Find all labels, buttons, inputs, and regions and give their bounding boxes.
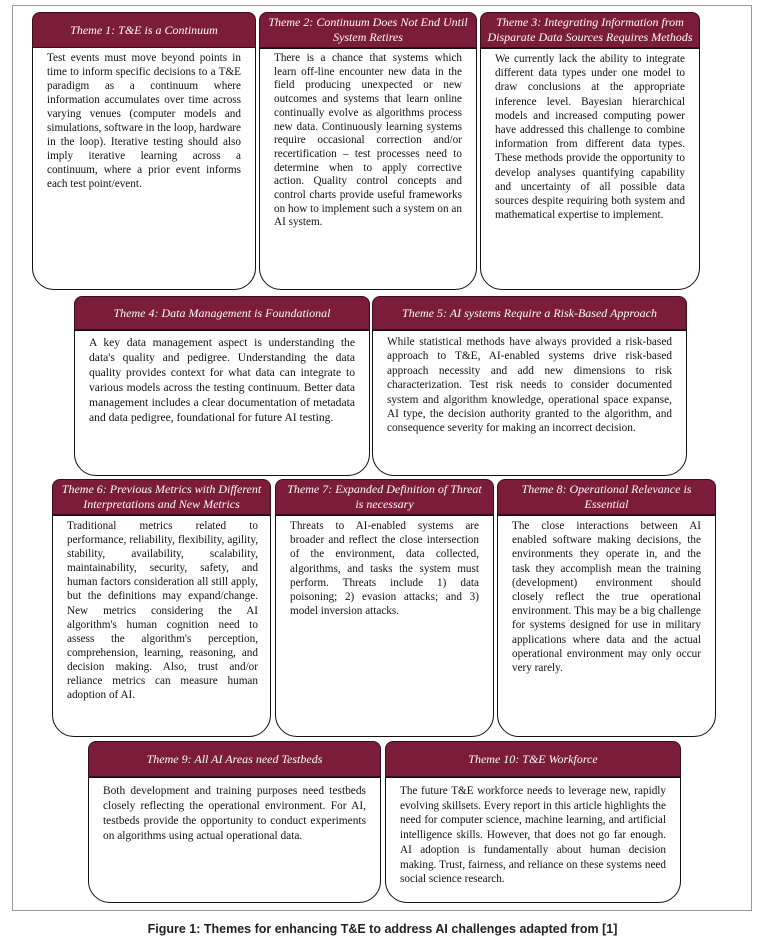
theme-8-card xyxy=(497,479,716,737)
theme-5-card xyxy=(372,296,687,476)
theme-2-body: There is a chance that systems which learn off-line encounter new data in the field producing unexpected or new outcomes and systems that learn online continually evolve as algorithms process new data. Continuously learning systems require occasional correction and/or recertification – test processes need to determine when to apply corrective action. Quality control concepts and control charts provide useful frameworks on how to implement such a system on an AI system. xyxy=(259,48,477,290)
theme-1-card xyxy=(32,12,256,290)
theme-7-title: Theme 7: Expanded Definition of Threat is necessary xyxy=(275,479,494,515)
theme-9-card xyxy=(88,741,381,903)
theme-2-title: Theme 2: Continuum Does Not End Until System Retires xyxy=(259,12,477,48)
theme-7-card xyxy=(275,479,494,737)
theme-5-body: While statistical methods have always provided a risk-based approach to T&E, AI-enabled systems drive risk-based approach necessity and add new dimensions to risk characterization. Test risk needs to consider documented system and algorithm knowledge, operational space expanse, AI type, the decision authority granted to the algorithm, and consequence severity for making an incorrect decision. xyxy=(372,330,687,476)
theme-10-card xyxy=(385,741,681,903)
theme-8-body: The close interactions between AI enabled software making decisions, the environments they operate in, and the task they accomplish mean the training (development) environment should closely reflect the true operational environment. This may be a big challenge for systems designed for use in military applications where data and the actual operational environment may only occur very rarely. xyxy=(497,515,716,737)
theme-7-body: Threats to AI-enabled systems are broader and reflect the close intersection of the environment, data collected, algorithms, and tasks the system must perform. Threats include 1) data poisoning; 2) evasion attacks; and 3) model inversion attacks. xyxy=(275,515,494,737)
theme-9-body: Both development and training purposes need testbeds closely reflecting the operational environment. For AI, testbeds provide the opportunity to conduct experiments on algorithms using actual operational data. xyxy=(88,777,381,903)
theme-3-title: Theme 3: Integrating Information from Disparate Data Sources Requires Methods xyxy=(480,12,700,48)
theme-9-title: Theme 9: All AI Areas need Testbeds xyxy=(88,741,381,777)
theme-3-body: We currently lack the ability to integrate different data types under one model to draw conclusions at the appropriate inference level. Bayesian hierarchical models and increased computing power have addressed this challenge to combine information from different data types. These methods provide the opportunity to develop analyses quantifying capability and uncertainty of all possible data sources despite requiring both system and mathematical expertise to implement. xyxy=(480,48,700,290)
theme-8-title: Theme 8: Operational Relevance is Essential xyxy=(497,479,716,515)
theme-4-body: A key data management aspect is understanding the data's quality and pedigree. Understanding the data quality provides context for what data can integrate to various models across the testing continuum. Better data management includes a clear documentation of metadata and data pedigree, foundational for future AI testing. xyxy=(74,330,370,476)
theme-6-title: Theme 6: Previous Metrics with Different Interpretations and New Metrics xyxy=(52,479,271,515)
theme-2-card xyxy=(259,12,477,290)
theme-6-body: Traditional metrics related to performance, reliability, flexibility, agility, stability, availability, scalability, maintainability, security, safety, and human factors consideration all still apply, but the definitions may expand/change. New metrics considering the AI algorithm's human cognition need to assess the algorithm's perception, comprehension, learning, reasoning, and decision making. Also, trust and/or reliance metrics can measure human adoption of AI. xyxy=(52,515,271,737)
theme-1-title: Theme 1: T&E is a Continuum xyxy=(32,12,256,48)
figure-caption: Figure 1: Themes for enhancing T&E to address AI challenges adapted from [1] xyxy=(147,922,618,936)
theme-6-card xyxy=(52,479,271,737)
theme-4-card xyxy=(74,296,370,476)
theme-4-title: Theme 4: Data Management is Foundational xyxy=(74,296,370,330)
theme-1-body: Test events must move beyond points in time to inform specific decisions to a T&E paradigm as a continuum where information accumulates over time across varying venues (computer models and simulations, software in the loop, hardware in the loop). Iterative testing should also imply iterative learning across a continuum, where a prior event informs each test point/event. xyxy=(32,38,256,290)
theme-10-body: The future T&E workforce needs to leverage new, rapidly evolving skillsets. Every report in this article highlights the need for computer science, machine learning, and artificial intelligence skills. However, that does not go far enough. AI adoption is fundamentally about human decision making. Trust, fairness, and reliance on these systems need social science research. xyxy=(385,777,681,903)
theme-10-title: Theme 10: T&E Workforce xyxy=(385,741,681,777)
theme-3-card xyxy=(480,12,700,290)
theme-5-title: Theme 5: AI systems Require a Risk-Based Approach xyxy=(372,296,687,330)
